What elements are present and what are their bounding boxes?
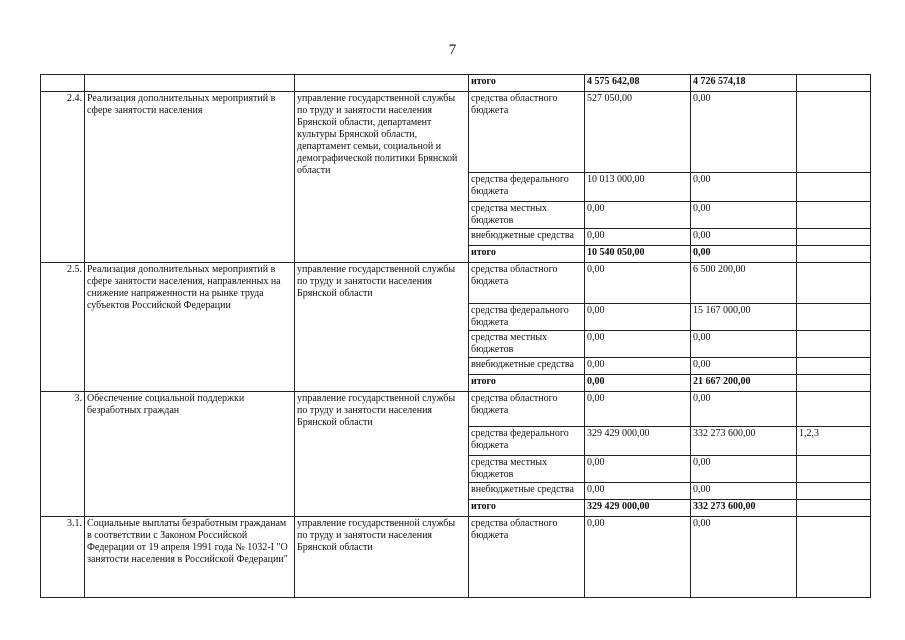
cell-name: Обеспечение социальной поддержки безработных граждан [85, 392, 295, 517]
cell-source: итого [469, 75, 585, 92]
cell-name: Реализация дополнительных мероприятий в сфере занятости населения, направленных на снижение напряженности на рынке труда субъектов Российской Федерации [85, 263, 295, 392]
cell-source: средства федерального бюджета [469, 173, 585, 202]
budget-table-body [41, 75, 871, 598]
cell-indicator [797, 358, 871, 375]
cell-source: внебюджетные средства [469, 229, 585, 246]
cell-year1: 329 429 000,00 [585, 500, 691, 517]
cell-name: Реализация дополнительных мероприятий в сфере занятости населения [85, 92, 295, 263]
cell-source: итого [469, 375, 585, 392]
cell-indicator [797, 500, 871, 517]
cell-indicator [797, 517, 871, 598]
cell-year1: 0,00 [585, 263, 691, 304]
cell-indicator [797, 173, 871, 202]
cell-executor: управление государственной службы по труду и занятости населения Брянской области [295, 263, 469, 392]
cell-source: итого [469, 500, 585, 517]
cell-year1: 0,00 [585, 304, 691, 331]
cell-year1: 0,00 [585, 517, 691, 598]
cell-year2: 0,00 [691, 483, 797, 500]
cell-year2: 0,00 [691, 92, 797, 173]
cell-source: средства местных бюджетов [469, 202, 585, 229]
cell-year2: 0,00 [691, 358, 797, 375]
table-row [41, 517, 871, 598]
cell-indicator [797, 304, 871, 331]
cell-executor: управление государственной службы по труду и занятости населения Брянской области [295, 392, 469, 517]
table-row-top-total [41, 75, 871, 92]
cell-indicator [797, 246, 871, 263]
cell-year2: 0,00 [691, 517, 797, 598]
cell-num: 2.4. [41, 92, 85, 263]
cell-year1: 0,00 [585, 456, 691, 483]
cell-name [85, 75, 295, 92]
cell-year2: 0,00 [691, 229, 797, 246]
cell-year2: 0,00 [691, 392, 797, 427]
cell-name: Социальные выплаты безработным гражданам в соответствии с Законом Российской Федерации от 19 апреля 1991 года № 1032-I "О занятости населения в Российской Федерации" [85, 517, 295, 598]
cell-year2: 0,00 [691, 202, 797, 229]
cell-indicator: 1,2,3 [797, 427, 871, 456]
cell-year2: 21 667 200,00 [691, 375, 797, 392]
cell-year1: 329 429 000,00 [585, 427, 691, 456]
cell-num: 2.5. [41, 263, 85, 392]
cell-year1: 0,00 [585, 202, 691, 229]
cell-source: средства областного бюджета [469, 392, 585, 427]
cell-executor [295, 75, 469, 92]
budget-table [40, 74, 871, 598]
cell-year1: 10 540 050,00 [585, 246, 691, 263]
cell-year1: 0,00 [585, 483, 691, 500]
cell-source: средства областного бюджета [469, 263, 585, 304]
cell-year1: 4 575 642,08 [585, 75, 691, 92]
cell-year1: 0,00 [585, 331, 691, 358]
cell-year1: 0,00 [585, 358, 691, 375]
cell-source: средства местных бюджетов [469, 331, 585, 358]
cell-indicator [797, 392, 871, 427]
page-number: 7 [448, 42, 457, 58]
cell-indicator [797, 456, 871, 483]
cell-source: средства областного бюджета [469, 92, 585, 173]
cell-year2: 15 167 000,00 [691, 304, 797, 331]
cell-indicator [797, 263, 871, 304]
cell-source: средства федерального бюджета [469, 304, 585, 331]
cell-year2: 0,00 [691, 331, 797, 358]
cell-year2: 0,00 [691, 456, 797, 483]
cell-executor: управление государственной службы по труду и занятости населения Брянской области, департамент культуры Брянской области, департамент семьи, социальной и демографической политики Брянской области [295, 92, 469, 263]
cell-source: средства областного бюджета [469, 517, 585, 598]
cell-source: внебюджетные средства [469, 358, 585, 375]
table-row [41, 263, 871, 304]
cell-year2: 6 500 200,00 [691, 263, 797, 304]
cell-year2: 332 273 600,00 [691, 500, 797, 517]
cell-year1: 10 013 000,00 [585, 173, 691, 202]
cell-indicator [797, 202, 871, 229]
cell-source: внебюджетные средства [469, 483, 585, 500]
cell-source: итого [469, 246, 585, 263]
cell-indicator [797, 331, 871, 358]
cell-indicator [797, 92, 871, 173]
cell-num: 3. [41, 392, 85, 517]
table-row [41, 92, 871, 173]
cell-year2: 0,00 [691, 173, 797, 202]
cell-indicator [797, 75, 871, 92]
cell-year2: 0,00 [691, 246, 797, 263]
cell-source: средства местных бюджетов [469, 456, 585, 483]
cell-source: средства федерального бюджета [469, 427, 585, 456]
cell-year2: 4 726 574,18 [691, 75, 797, 92]
cell-executor: управление государственной службы по труду и занятости населения Брянской области [295, 517, 469, 598]
cell-year1: 0,00 [585, 375, 691, 392]
table-row [41, 392, 871, 427]
cell-indicator [797, 483, 871, 500]
cell-num [41, 75, 85, 92]
cell-year1: 0,00 [585, 229, 691, 246]
cell-year1: 527 050,00 [585, 92, 691, 173]
cell-indicator [797, 229, 871, 246]
cell-year2: 332 273 600,00 [691, 427, 797, 456]
cell-indicator [797, 375, 871, 392]
cell-year1: 0,00 [585, 392, 691, 427]
cell-num: 3.1. [41, 517, 85, 598]
